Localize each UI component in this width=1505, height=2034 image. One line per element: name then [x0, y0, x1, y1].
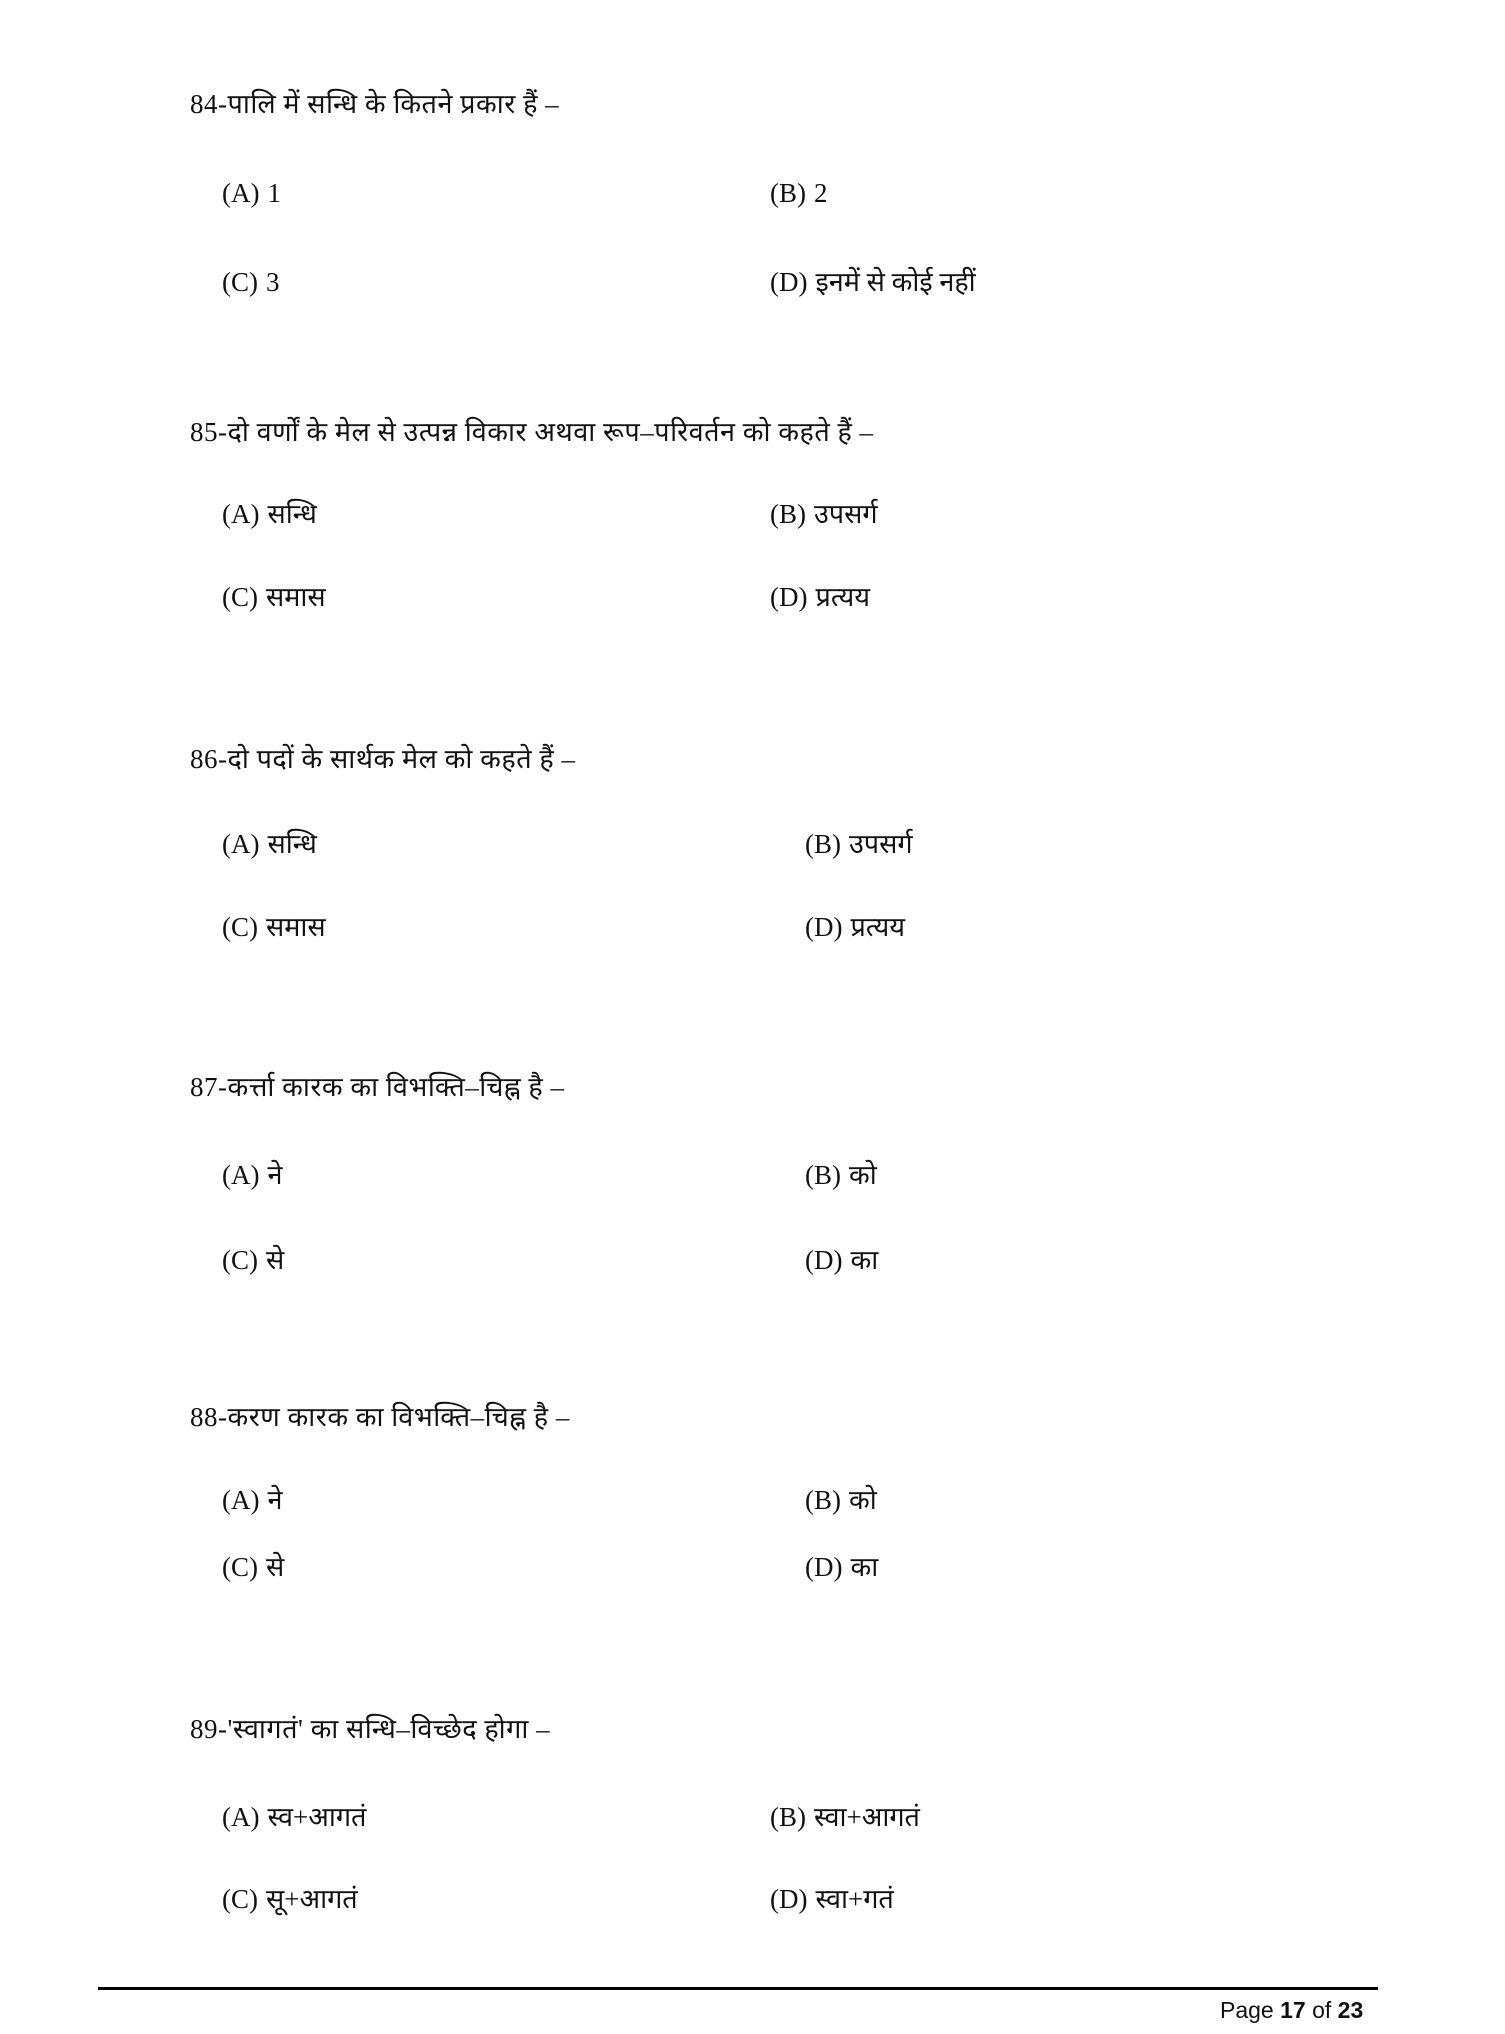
option-text: स्वा+गतं	[815, 1884, 894, 1914]
option-84-b	[770, 180, 828, 207]
option-88-c	[222, 1554, 284, 1581]
option-88-b	[805, 1487, 877, 1514]
option-text: ने	[267, 1160, 283, 1190]
option-87-b	[805, 1162, 877, 1189]
option-label: (A)	[222, 1802, 260, 1832]
option-label: (B)	[805, 829, 841, 859]
option-89-a	[222, 1804, 366, 1831]
option-85-a	[222, 501, 317, 528]
option-text: उपसर्ग	[849, 829, 913, 859]
total-pages: 23	[1337, 1997, 1364, 2023]
option-86-d	[805, 914, 905, 941]
option-label: (B)	[770, 499, 806, 529]
option-text: को	[849, 1160, 877, 1190]
option-text: का	[850, 1552, 879, 1582]
option-text: 2	[814, 178, 828, 208]
page-prefix: Page	[1220, 1997, 1274, 2023]
question-89: 89-'स्वागतं' का सन्धि–विच्छेद होगा –	[190, 1714, 551, 1744]
option-text: समास	[266, 912, 326, 942]
option-text: ने	[267, 1485, 283, 1515]
option-85-c	[222, 584, 326, 611]
option-86-b	[805, 831, 913, 858]
option-label: (C)	[222, 267, 258, 297]
option-text: प्रत्यय	[850, 912, 905, 942]
option-84-d	[770, 269, 976, 296]
option-87-a	[222, 1162, 282, 1189]
question-85: 85-दो वर्णों के मेल से उत्पन्न विकार अथवा रूप–परिवर्तन को कहते हैं –	[190, 417, 874, 447]
option-85-b	[770, 501, 878, 528]
option-label: (A)	[222, 1485, 260, 1515]
option-label: (D)	[770, 267, 808, 297]
option-label: (D)	[805, 1245, 843, 1275]
option-88-a	[222, 1487, 282, 1514]
option-84-c	[222, 269, 280, 296]
option-label: (A)	[222, 1160, 260, 1190]
question-86: 86-दो पदों के सार्थक मेल को कहते हैं –	[190, 744, 576, 774]
option-label: (C)	[222, 1245, 258, 1275]
option-87-d	[805, 1247, 878, 1274]
option-text: से	[266, 1245, 285, 1275]
current-page: 17	[1280, 1997, 1306, 2023]
option-label: (B)	[805, 1485, 841, 1515]
option-text: से	[266, 1552, 285, 1582]
option-86-c	[222, 914, 326, 941]
option-label: (C)	[222, 912, 258, 942]
option-86-a	[222, 831, 317, 858]
option-label: (B)	[770, 178, 806, 208]
option-text: 1	[267, 178, 281, 208]
option-label: (A)	[222, 829, 260, 859]
option-text: प्रत्यय	[815, 582, 870, 612]
option-89-d	[770, 1886, 894, 1913]
option-label: (D)	[770, 582, 808, 612]
page-of: of	[1312, 1997, 1332, 2023]
option-89-c	[222, 1886, 358, 1913]
question-87: 87-कर्त्ता कारक का विभक्ति–चिह्न है –	[190, 1072, 565, 1102]
option-label: (C)	[222, 582, 258, 612]
option-text: स्व+आगतं	[267, 1802, 367, 1832]
question-84: 84-पालि में सन्धि के कितने प्रकार हैं –	[190, 89, 560, 119]
option-text: स्वा+आगतं	[814, 1802, 920, 1832]
option-label: (A)	[222, 499, 260, 529]
option-85-d	[770, 584, 870, 611]
option-87-c	[222, 1247, 284, 1274]
option-88-d	[805, 1554, 878, 1581]
question-88: 88-करण कारक का विभक्ति–चिह्न है –	[190, 1402, 570, 1432]
option-text: उपसर्ग	[814, 499, 878, 529]
footer-divider	[98, 1987, 1378, 1990]
option-text: 3	[266, 267, 280, 297]
option-text: को	[849, 1485, 877, 1515]
option-label: (C)	[222, 1552, 258, 1582]
option-label: (A)	[222, 178, 260, 208]
option-text: समास	[266, 582, 326, 612]
option-label: (B)	[770, 1802, 806, 1832]
option-text: सन्धि	[267, 829, 317, 859]
option-label: (D)	[770, 1884, 808, 1914]
option-89-b	[770, 1804, 920, 1831]
option-text: सन्धि	[267, 499, 317, 529]
option-text: का	[850, 1245, 879, 1275]
option-label: (D)	[805, 912, 843, 942]
option-84-a	[222, 180, 281, 207]
option-label: (D)	[805, 1552, 843, 1582]
option-text: इनमें से कोई नहीं	[815, 267, 976, 297]
option-label: (B)	[805, 1160, 841, 1190]
option-label: (C)	[222, 1884, 258, 1914]
option-text: सू+आगतं	[266, 1884, 358, 1914]
page-number	[1220, 1999, 1363, 2022]
